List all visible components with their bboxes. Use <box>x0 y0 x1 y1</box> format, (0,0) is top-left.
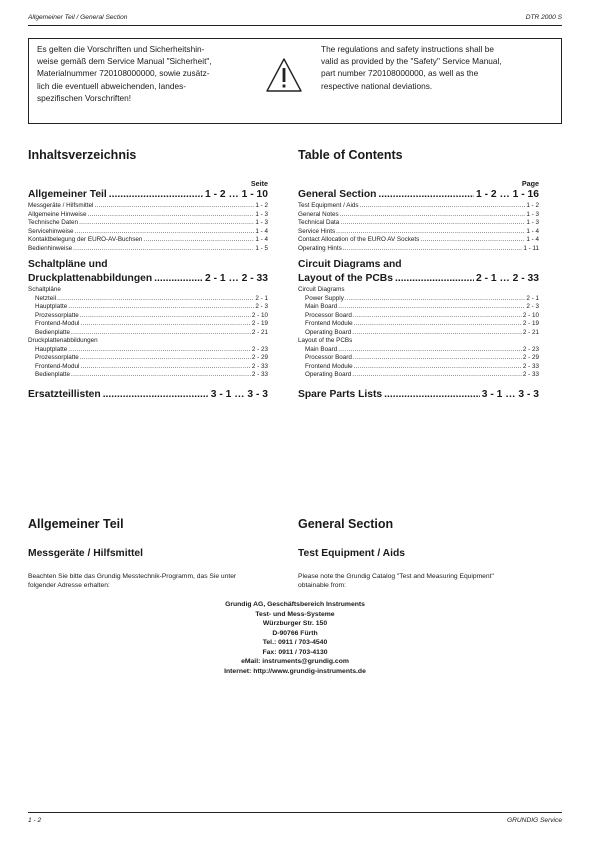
toc-item[interactable]: Technical Data ..... 1 - 3 <box>298 219 539 228</box>
toc-group-label: Schaltpläne <box>28 286 61 293</box>
toc-item[interactable]: Bedienplatte ..... 2 - 21 <box>28 329 268 338</box>
email-link[interactable]: eMail: instruments@grundig.com <box>241 658 349 665</box>
warning-triangle-icon <box>265 57 303 93</box>
toc-item[interactable]: Hauptplatte ..... 2 - 23 <box>28 346 268 355</box>
page-number: 1 - 2 <box>28 817 42 824</box>
toc-section-general-en[interactable]: General Section ..... 1 - 2 … 1 - 16 <box>298 188 539 202</box>
toc-heading-de: Inhaltsverzeichnis <box>28 148 137 162</box>
warning-text-de: Es gelten die Vorschriften und Sicherheitshin- weise gemäß dem Service Manual "Sicherheit", Materialnummer 720108000000, sowie zusätz- lich die eventuell abweichenden, landes- spezifischen Vorschriften! <box>37 44 212 103</box>
toc-item[interactable]: Kontaktbelegung der EURO-AV-Buchsen ..... 1 - 4 <box>28 236 268 245</box>
toc-item[interactable]: Test Equipment / Aids ..... 1 - 2 <box>298 202 539 211</box>
general-heading-en: General Section <box>298 517 394 531</box>
toc-item[interactable]: Messgeräte / Hilfsmittel ..... 1 - 2 <box>28 202 268 211</box>
toc-item[interactable]: Prozessorplatte ..... 2 - 29 <box>28 354 268 363</box>
toc-section-diagrams-title-en: Circuit Diagrams and <box>298 259 402 270</box>
toc-section-diagrams-title-de: Schaltpläne und <box>28 259 108 270</box>
header-left: Allgemeiner Teil / General Section <box>28 14 128 21</box>
toc-item[interactable]: Technische Daten ..... 1 - 3 <box>28 219 268 228</box>
toc-item[interactable]: Servicehinweise ..... 1 - 4 <box>28 228 268 237</box>
general-text-en: Please note the Grundig Catalog "Test and Measuring Equipment" obtainable from: <box>298 573 494 589</box>
address-block: Grundig AG, Geschäftsbereich Instruments Test- und Mess-Systeme Würzburger Str. 150 D-90766 Fürth Tel.: 0911 / 703-4540 Fax: 0911 / 703-4130 eMail: instruments@grundig.com Internet: http://www.grundig-instruments.de <box>28 600 562 676</box>
toc-item[interactable]: Frontend-Modul ..... 2 - 33 <box>28 363 268 372</box>
toc-group-label: Druckplattenabbildungen <box>28 337 98 344</box>
safety-warning-box <box>28 38 562 124</box>
general-subheading-de: Messgeräte / Hilfsmittel <box>28 548 144 559</box>
toc-item[interactable]: Power Supply ..... 2 - 1 <box>298 295 539 304</box>
toc-section-diagrams-de[interactable]: Druckplattenabbildungen ..... 2 - 1 … 2 - 33 <box>28 272 268 286</box>
footer-rule <box>28 812 562 813</box>
toc-group-label: Layout of the PCBs <box>298 337 353 344</box>
toc-item[interactable]: General Notes ..... 1 - 3 <box>298 211 539 220</box>
page-column-label-de: Seite <box>250 179 268 188</box>
toc-list-general-de <box>28 202 268 253</box>
header-rule <box>28 25 562 26</box>
general-heading-de: Allgemeiner Teil <box>28 517 124 531</box>
warning-text-en: The regulations and safety instructions shall be valid as provided by the "Safety" Service Manual, part number 720108000000, as well as the respective national deviations. <box>321 44 502 91</box>
toc-item[interactable]: Main Board ..... 2 - 3 <box>298 303 539 312</box>
toc-item[interactable]: Netzteil ..... 2 - 1 <box>28 295 268 304</box>
toc-item[interactable]: Bedienplatte ..... 2 - 33 <box>28 371 268 380</box>
website-link[interactable]: Internet: http://www.grundig-instruments.de <box>224 667 366 675</box>
toc-section-spareparts-en[interactable]: Spare Parts Lists ..... 3 - 1 … 3 - 3 <box>298 388 539 402</box>
toc-item[interactable]: Processor Board ..... 2 - 10 <box>298 312 539 321</box>
toc-item[interactable]: Operating Hints ..... 1 - 11 <box>298 245 539 254</box>
toc-item[interactable]: Main Board ..... 2 - 23 <box>298 346 539 355</box>
toc-item[interactable]: Frontend-Modul ..... 2 - 19 <box>28 320 268 329</box>
toc-item[interactable]: Frontend Module ..... 2 - 19 <box>298 320 539 329</box>
toc-section-diagrams-en[interactable]: Layout of the PCBs ..... 2 - 1 … 2 - 33 <box>298 272 539 286</box>
toc-item[interactable]: Hauptplatte ..... 2 - 3 <box>28 303 268 312</box>
toc-item[interactable]: Prozessorplatte ..... 2 - 10 <box>28 312 268 321</box>
toc-item[interactable]: Contact Allocation of the EURO AV Sockets ..... 1 - 4 <box>298 236 539 245</box>
page-column-label-en: Page <box>521 179 539 188</box>
toc-item[interactable]: Service Hints ..... 1 - 4 <box>298 228 539 237</box>
toc-group-label: Circuit Diagrams <box>298 286 345 293</box>
footer-brand: GRUNDIG Service <box>507 817 562 824</box>
toc-heading-en: Table of Contents <box>298 148 403 162</box>
general-subheading-en: Test Equipment / Aids <box>298 548 405 559</box>
toc-item[interactable]: Processor Board ..... 2 - 29 <box>298 354 539 363</box>
toc-item[interactable]: Bedienhinweise ..... 1 - 5 <box>28 245 268 254</box>
toc-list-general-en <box>298 202 539 253</box>
toc-item[interactable]: Operating Board ..... 2 - 33 <box>298 371 539 380</box>
toc-item[interactable]: Operating Board ..... 2 - 21 <box>298 329 539 338</box>
toc-english <box>298 148 539 402</box>
header-right: DTR 2000 S <box>525 14 562 21</box>
toc-item[interactable]: Allgemeine Hinweise ..... 1 - 3 <box>28 211 268 220</box>
toc-section-general-de[interactable]: Allgemeiner Teil ..... 1 - 2 … 1 - 10 <box>28 188 268 202</box>
toc-item[interactable]: Frontend Module ..... 2 - 33 <box>298 363 539 372</box>
general-text-de: Beachten Sie bitte das Grundig Messtechnik-Programm, das Sie unter folgender Adresse erhalten: <box>28 573 237 589</box>
toc-section-spareparts-de[interactable]: Ersatzteillisten ..... 3 - 1 … 3 - 3 <box>28 388 268 402</box>
toc-german <box>28 148 268 402</box>
